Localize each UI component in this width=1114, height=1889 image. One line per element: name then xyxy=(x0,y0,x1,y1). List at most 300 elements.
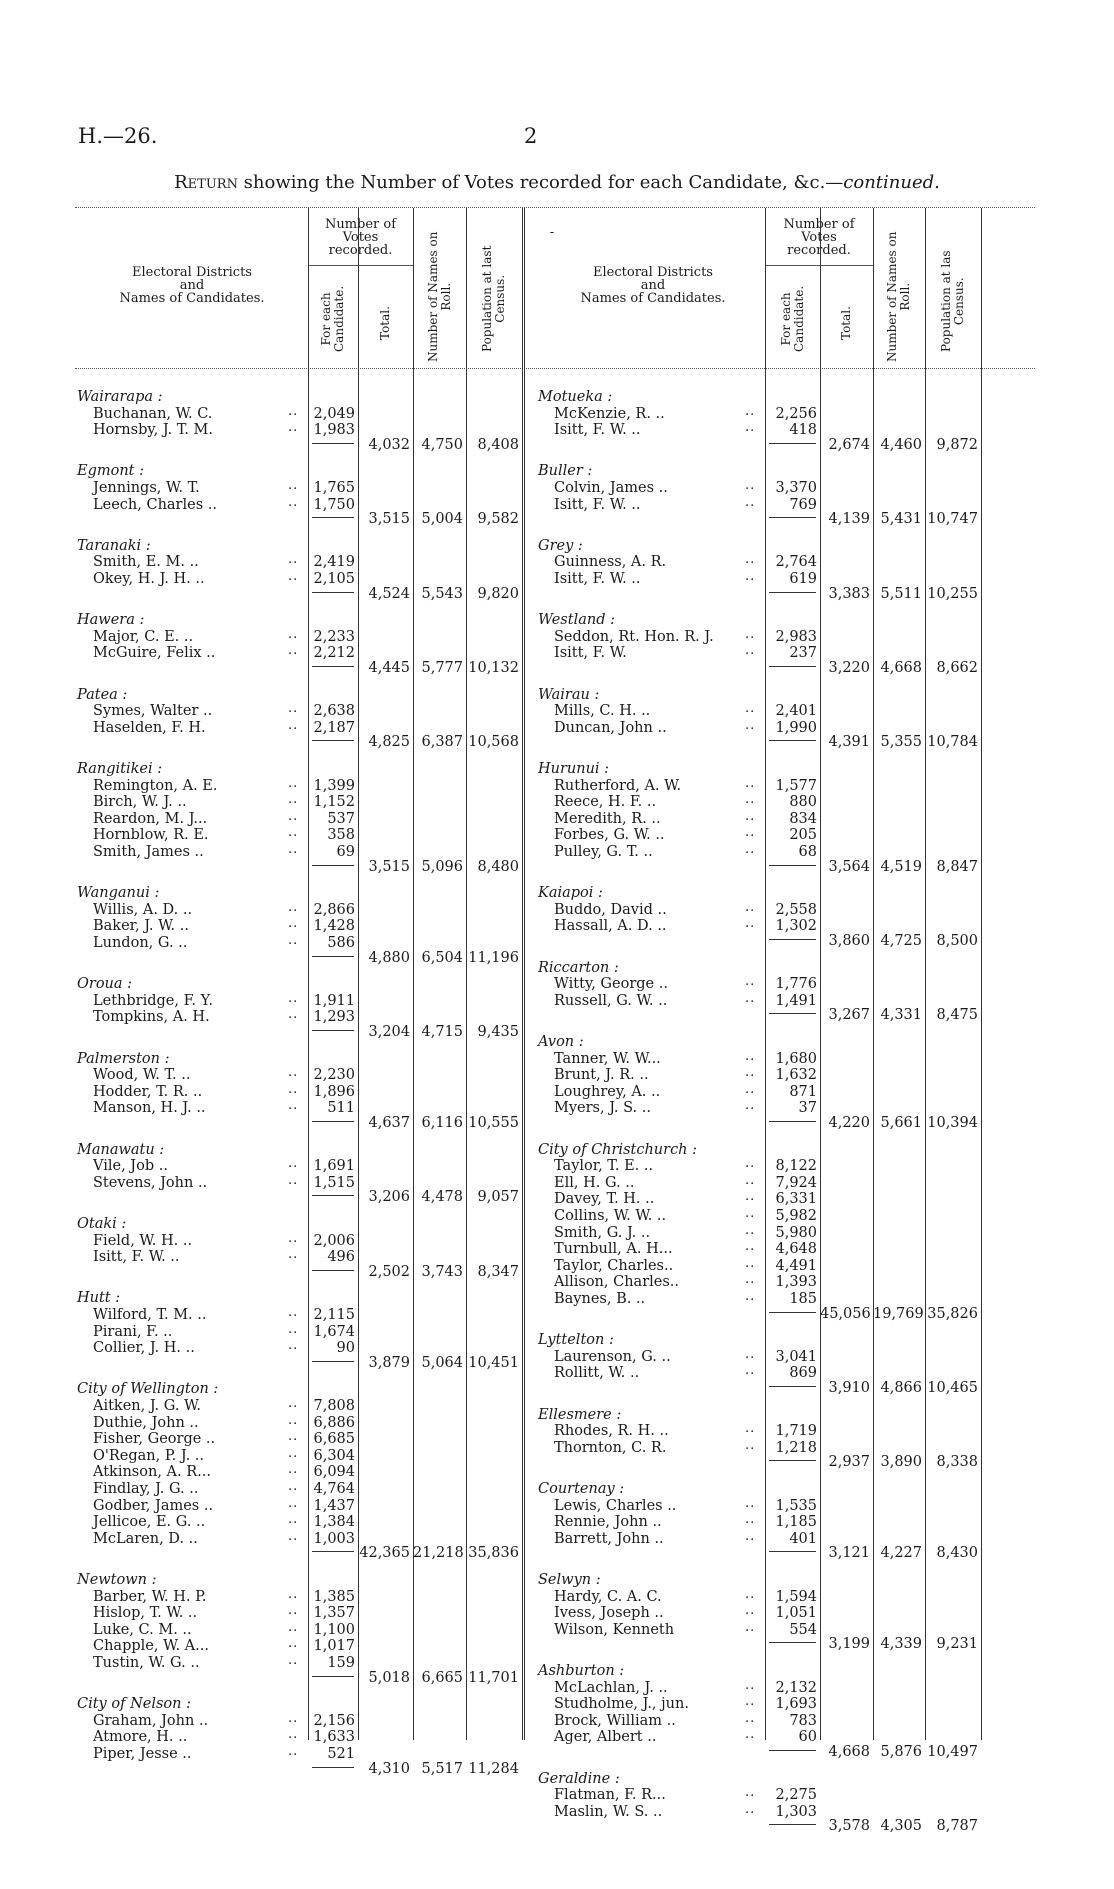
candidate-name: Brunt, J. R. .. xyxy=(554,1067,649,1084)
leader-dots: .. xyxy=(745,1156,756,1172)
roll-header-line: Number of Names on xyxy=(885,231,899,362)
district-total: 4,220 xyxy=(828,1115,870,1131)
district-total: 2,502 xyxy=(368,1263,410,1280)
census-population: 9,231 xyxy=(936,1636,978,1653)
names-on-roll: 4,668 xyxy=(880,660,922,676)
leader-dots: .. xyxy=(288,1495,299,1511)
district-name: Egmont : xyxy=(77,463,145,480)
candidate-name: Forbes, G. W. .. xyxy=(554,827,665,844)
names-on-roll: 3,743 xyxy=(421,1263,463,1280)
candidate-name: Manson, H. J. .. xyxy=(93,1100,206,1117)
candidate-votes: 1,385 xyxy=(313,1588,355,1605)
candidate-name: Atmore, H. .. xyxy=(93,1729,188,1746)
districts-header xyxy=(553,266,753,305)
leader-dots: .. xyxy=(288,1081,299,1097)
subtotal-rule xyxy=(769,592,816,593)
candidate-name: Wood, W. T. .. xyxy=(93,1067,191,1084)
district-total: 3,910 xyxy=(828,1380,870,1396)
leader-dots: .. xyxy=(288,717,299,733)
candidate-name: Studholme, J., jun. xyxy=(554,1696,689,1713)
district-total: 3,204 xyxy=(368,1024,410,1040)
candidate-votes: 1,577 xyxy=(775,777,817,794)
leader-dots: .. xyxy=(288,1429,299,1445)
districts-header-line: Electoral Districts xyxy=(132,265,252,280)
candidate-name: Lundon, G. .. xyxy=(93,935,188,951)
census-population: 10,465 xyxy=(927,1380,978,1396)
district-total: 4,310 xyxy=(368,1760,410,1777)
names-on-roll: 5,096 xyxy=(421,858,463,875)
census-population: 8,475 xyxy=(936,1007,978,1024)
candidate-name: Hornblow, R. E. xyxy=(93,827,209,844)
subtotal-rule xyxy=(769,443,816,444)
leader-dots: .. xyxy=(288,775,299,791)
roll-header xyxy=(427,232,453,362)
candidate-name: Smith, James .. xyxy=(93,844,204,860)
subtotal-rule xyxy=(312,740,354,741)
leader-dots: .. xyxy=(288,1396,299,1411)
candidate-name: Baynes, B. .. xyxy=(554,1291,646,1307)
votes-header-line: Votes xyxy=(342,230,379,245)
candidate-name: Allison, Charles.. xyxy=(554,1274,679,1291)
district-name: Palmerston : xyxy=(77,1050,170,1067)
census-population: 9,820 xyxy=(477,585,519,602)
subtotal-rule xyxy=(312,1270,354,1271)
leader-dots: .. xyxy=(745,916,756,932)
for-each-candidate-header-line: For each xyxy=(319,292,333,346)
names-on-roll: 6,665 xyxy=(421,1669,463,1686)
candidate-votes: 2,132 xyxy=(775,1679,817,1696)
leader-dots: .. xyxy=(745,1255,756,1271)
for-each-candidate-header-line: Candidate. xyxy=(791,285,806,352)
candidate-name: Findlay, J. G. .. xyxy=(93,1481,199,1497)
subtotal-rule xyxy=(769,517,816,518)
title-continued: continued. xyxy=(843,172,940,193)
leader-dots: .. xyxy=(288,420,299,436)
names-on-roll: 5,431 xyxy=(880,511,922,528)
subtotal-rule xyxy=(312,956,354,957)
district-name: Ellesmere : xyxy=(538,1406,622,1423)
candidate-votes: 2,105 xyxy=(313,571,355,587)
district-name: Lyttelton : xyxy=(538,1332,614,1349)
leader-dots: .. xyxy=(288,552,299,568)
names-on-roll: 5,777 xyxy=(421,660,463,676)
total-header-line: Total. xyxy=(839,306,853,340)
candidate-name: Okey, H. J. H. .. xyxy=(93,571,205,587)
district-total: 45,056 xyxy=(820,1305,871,1322)
census-population: 9,435 xyxy=(477,1024,519,1040)
table-header-rule xyxy=(75,368,1035,369)
candidate-votes: 7,808 xyxy=(313,1398,355,1414)
leader-dots: .. xyxy=(288,1305,299,1320)
candidate-votes: 185 xyxy=(789,1291,817,1307)
candidate-votes: 6,886 xyxy=(313,1414,355,1431)
leader-dots: .. xyxy=(745,569,756,584)
census-population: 8,662 xyxy=(936,660,978,676)
subtotal-rule xyxy=(769,1386,816,1387)
leader-dots: .. xyxy=(745,552,756,568)
names-on-roll: 4,866 xyxy=(880,1380,922,1396)
leader-dots: .. xyxy=(288,1479,299,1494)
candidate-votes: 1,632 xyxy=(775,1067,817,1084)
leader-dots: .. xyxy=(288,1619,299,1635)
district-name: Wairau : xyxy=(538,686,600,703)
subtotal-rule xyxy=(769,1750,816,1751)
candidate-name: Tanner, W. W... xyxy=(554,1050,661,1067)
candidate-name: Hassall, A. D. .. xyxy=(554,918,667,935)
candidate-votes: 1,990 xyxy=(775,719,817,736)
leader-dots: .. xyxy=(288,792,299,808)
census-population: 11,284 xyxy=(468,1760,519,1777)
column-rule xyxy=(981,208,982,1740)
candidate-votes: 2,983 xyxy=(775,628,817,645)
candidate-votes: 871 xyxy=(789,1083,817,1100)
subtotal-rule xyxy=(312,1195,354,1196)
leader-dots: .. xyxy=(288,1230,299,1246)
leader-dots: .. xyxy=(745,1363,756,1379)
district-total: 4,032 xyxy=(368,436,410,453)
candidate-name: Jennings, W. T. xyxy=(93,480,200,496)
header-dash: - xyxy=(549,225,555,240)
candidate-votes: 2,256 xyxy=(775,405,817,422)
candidate-votes: 1,393 xyxy=(775,1274,817,1291)
district-total: 3,879 xyxy=(368,1354,410,1371)
census-population: 10,394 xyxy=(927,1115,978,1131)
candidate-name: Wilford, T. M. .. xyxy=(93,1307,207,1323)
district-name: Taranaki : xyxy=(77,537,151,554)
leader-dots: .. xyxy=(745,1437,756,1453)
candidate-name: Colvin, James .. xyxy=(554,480,668,496)
roll-header xyxy=(886,232,912,362)
district-total: 3,860 xyxy=(828,933,870,949)
names-on-roll: 4,478 xyxy=(421,1189,463,1206)
candidate-votes: 1,765 xyxy=(313,480,355,496)
subtotal-rule xyxy=(769,666,816,667)
candidate-name: Hislop, T. W. .. xyxy=(93,1605,198,1622)
candidate-votes: 869 xyxy=(789,1365,817,1382)
leader-dots: .. xyxy=(288,626,299,642)
votes-header-line: Votes xyxy=(801,230,837,245)
leader-dots: .. xyxy=(745,1421,756,1437)
district-name: City of Wellington : xyxy=(77,1381,219,1398)
names-on-roll: 4,305 xyxy=(880,1818,922,1835)
district-name: Oroua : xyxy=(77,976,133,993)
candidate-votes: 90 xyxy=(336,1340,355,1357)
leader-dots: .. xyxy=(288,808,299,824)
leader-dots: .. xyxy=(288,1744,299,1759)
votes-header-line: recorded. xyxy=(328,243,393,258)
candidate-name: Remington, A. E. xyxy=(93,777,218,794)
districts-header-line: Names of Candidates. xyxy=(119,291,265,306)
candidate-votes: 358 xyxy=(327,827,355,844)
table-top-rule xyxy=(75,207,1035,208)
candidate-votes: 1,051 xyxy=(775,1605,817,1622)
candidate-votes: 5,980 xyxy=(775,1224,817,1241)
total-header xyxy=(379,306,392,340)
district-name: Geraldine : xyxy=(538,1770,620,1787)
names-on-roll: 6,387 xyxy=(421,734,463,751)
candidate-name: McLaren, D. .. xyxy=(93,1530,198,1547)
districts-header-line: Names of Candidates. xyxy=(580,291,726,306)
census-population: 8,500 xyxy=(936,933,978,949)
district-total: 3,383 xyxy=(828,585,870,602)
candidate-name: O'Regan, P. J. .. xyxy=(93,1447,205,1464)
census-population: 9,872 xyxy=(936,436,978,453)
census-population: 10,255 xyxy=(927,585,978,602)
district-name: Avon : xyxy=(538,1034,584,1050)
census-population: 8,408 xyxy=(477,436,519,453)
district-name: Riccarton : xyxy=(538,959,619,976)
candidate-name: Jellicoe, E. G. .. xyxy=(93,1514,206,1531)
candidate-name: McLachlan, J. .. xyxy=(554,1679,668,1696)
candidate-votes: 1,776 xyxy=(775,976,817,993)
names-on-roll: 4,725 xyxy=(880,933,922,949)
candidate-votes: 159 xyxy=(327,1655,355,1671)
census-header-line: Population at las xyxy=(939,250,953,352)
candidate-name: Seddon, Rt. Hon. R. J. xyxy=(554,628,714,645)
leader-dots: .. xyxy=(288,1636,299,1652)
candidate-votes: 1,303 xyxy=(775,1803,817,1820)
votes-header-line: Number of xyxy=(783,217,855,232)
candidate-votes: 4,648 xyxy=(775,1241,817,1258)
district-name: Patea : xyxy=(77,686,128,703)
candidate-name: Chapple, W. A... xyxy=(93,1638,209,1655)
leader-dots: .. xyxy=(288,1098,299,1114)
candidate-votes: 880 xyxy=(789,794,817,811)
candidate-name: Thornton, C. R. xyxy=(554,1439,667,1456)
leader-dots: .. xyxy=(288,1603,299,1619)
leader-dots: .. xyxy=(745,775,756,791)
candidate-name: Meredith, R. .. xyxy=(554,810,661,827)
candidate-name: Ivess, Joseph .. xyxy=(554,1605,664,1622)
district-total: 3,199 xyxy=(828,1636,870,1653)
names-on-roll: 4,750 xyxy=(421,436,463,453)
candidate-name: Rollitt, W. .. xyxy=(554,1365,640,1382)
candidate-votes: 554 xyxy=(789,1621,817,1638)
district-total: 4,880 xyxy=(368,949,410,966)
candidate-votes: 1,680 xyxy=(775,1050,817,1067)
census-population: 10,747 xyxy=(927,511,978,528)
candidate-votes: 2,187 xyxy=(313,719,355,736)
candidate-name: Godber, James .. xyxy=(93,1497,214,1514)
candidate-name: Wilson, Kenneth xyxy=(554,1621,675,1638)
district-name: City of Nelson : xyxy=(77,1696,191,1713)
census-population: 9,057 xyxy=(477,1189,519,1206)
candidate-votes: 834 xyxy=(789,810,817,827)
subtotal-rule xyxy=(769,740,816,741)
candidate-votes: 3,370 xyxy=(775,480,817,496)
for-each-candidate-header-line: For each xyxy=(778,292,793,346)
district-name: Newtown : xyxy=(77,1572,157,1588)
district-total: 4,668 xyxy=(828,1744,870,1760)
candidate-votes: 2,156 xyxy=(313,1712,355,1729)
votes-group-rule xyxy=(765,265,873,266)
candidate-votes: 537 xyxy=(327,810,355,827)
districts-header-line: Electoral Districts xyxy=(593,265,713,280)
names-on-roll: 5,876 xyxy=(880,1744,922,1760)
candidate-name: Guinness, A. R. xyxy=(554,554,667,571)
leader-dots: .. xyxy=(745,1346,756,1362)
names-on-roll: 5,661 xyxy=(880,1115,922,1131)
leader-dots: .. xyxy=(745,1289,756,1304)
candidate-votes: 2,233 xyxy=(313,628,355,645)
page-reference: H.—26. xyxy=(78,124,158,148)
leader-dots: .. xyxy=(288,569,299,584)
leader-dots: .. xyxy=(288,1321,299,1337)
candidate-name: Barrett, John .. xyxy=(554,1530,664,1547)
districts-header-line: and xyxy=(179,278,205,293)
district-total: 3,515 xyxy=(368,511,410,528)
leader-dots: .. xyxy=(745,1065,756,1081)
candidate-name: Barber, W. H. P. xyxy=(93,1588,207,1605)
subtotal-rule xyxy=(769,1121,816,1122)
leader-dots: .. xyxy=(745,1495,756,1511)
subtotal-rule xyxy=(769,1460,816,1461)
candidate-votes: 4,491 xyxy=(775,1257,817,1274)
candidate-votes: 1,515 xyxy=(313,1174,355,1191)
names-on-roll: 4,227 xyxy=(880,1545,922,1562)
leader-dots: .. xyxy=(745,626,756,642)
candidate-votes: 1,911 xyxy=(313,992,355,1009)
subtotal-rule xyxy=(769,1551,816,1552)
names-on-roll: 5,517 xyxy=(421,1760,463,1777)
names-on-roll: 5,511 xyxy=(880,585,922,602)
district-name: Hurunui : xyxy=(538,761,610,777)
candidate-name: Atkinson, A. R... xyxy=(93,1464,211,1481)
roll-header-line: Number of Names on xyxy=(425,231,440,362)
census-header xyxy=(481,246,507,352)
leader-dots: .. xyxy=(745,1801,756,1817)
candidate-votes: 1,491 xyxy=(775,992,817,1009)
title-lead: Return xyxy=(174,172,238,193)
district-name: Kaiapoi : xyxy=(538,885,603,902)
leader-dots: .. xyxy=(745,1222,756,1238)
candidate-name: Piper, Jesse .. xyxy=(93,1746,192,1762)
subtotal-rule xyxy=(312,443,354,444)
census-header-line: Census. xyxy=(493,274,507,323)
candidate-votes: 2,764 xyxy=(775,554,817,571)
district-name: Manawatu : xyxy=(77,1141,165,1158)
district-name: Motueka : xyxy=(538,389,613,405)
candidate-votes: 68 xyxy=(798,844,817,860)
leader-dots: .. xyxy=(745,1272,756,1288)
candidate-votes: 69 xyxy=(336,844,355,860)
candidate-name: Stevens, John .. xyxy=(93,1174,208,1191)
candidate-votes: 4,764 xyxy=(313,1481,355,1497)
candidate-votes: 1,017 xyxy=(313,1638,355,1655)
subtotal-rule xyxy=(312,517,354,518)
leader-dots: .. xyxy=(745,1048,756,1064)
candidate-votes: 1,152 xyxy=(313,794,355,811)
leader-dots: .. xyxy=(745,1710,756,1726)
names-on-roll: 5,355 xyxy=(880,734,922,751)
candidate-votes: 60 xyxy=(798,1729,817,1746)
candidate-votes: 619 xyxy=(789,571,817,587)
subtotal-rule xyxy=(312,1551,354,1552)
district-total: 4,637 xyxy=(368,1115,410,1131)
leader-dots: .. xyxy=(745,1694,756,1710)
leader-dots: .. xyxy=(745,1619,756,1635)
leader-dots: .. xyxy=(745,1528,756,1544)
candidate-name: Pulley, G. T. .. xyxy=(554,844,653,860)
leader-dots: .. xyxy=(745,842,756,857)
leader-dots: .. xyxy=(288,1338,299,1354)
district-name: Otaki : xyxy=(77,1216,127,1232)
subtotal-rule xyxy=(312,865,354,866)
candidate-name: McKenzie, R. .. xyxy=(554,405,665,422)
district-name: Grey : xyxy=(538,537,583,554)
candidate-votes: 6,304 xyxy=(313,1447,355,1464)
census-population: 10,784 xyxy=(927,734,978,751)
center-double-rule xyxy=(522,208,525,1740)
candidate-votes: 6,331 xyxy=(775,1191,817,1208)
leader-dots: .. xyxy=(288,1156,299,1172)
subtotal-rule xyxy=(312,1030,354,1031)
candidate-name: Russell, G. W. .. xyxy=(554,992,668,1009)
candidate-votes: 1,693 xyxy=(775,1696,817,1713)
names-on-roll: 6,116 xyxy=(421,1115,463,1131)
district-name: Wanganui : xyxy=(77,885,160,902)
names-on-roll: 4,339 xyxy=(880,1636,922,1653)
candidate-name: Duncan, John .. xyxy=(554,719,667,736)
district-total: 4,524 xyxy=(368,585,410,602)
leader-dots: .. xyxy=(745,808,756,824)
candidate-votes: 1,293 xyxy=(313,1009,355,1026)
leader-dots: .. xyxy=(288,1727,299,1743)
candidate-name: Witty, George .. xyxy=(554,976,668,993)
candidate-name: Collier, J. H. .. xyxy=(93,1340,195,1357)
votes-recorded-header xyxy=(308,218,413,257)
candidate-name: Rhodes, R. H. .. xyxy=(554,1423,669,1440)
candidate-votes: 5,982 xyxy=(775,1208,817,1224)
candidate-name: Isitt, F. W. .. xyxy=(554,422,641,439)
candidate-votes: 2,401 xyxy=(775,703,817,720)
candidate-votes: 769 xyxy=(789,496,817,513)
district-total: 2,937 xyxy=(828,1454,870,1471)
leader-dots: .. xyxy=(745,899,756,915)
leader-dots: .. xyxy=(288,1462,299,1478)
census-population: 10,451 xyxy=(468,1354,519,1371)
census-population: 35,836 xyxy=(468,1545,519,1562)
census-population: 8,430 xyxy=(936,1545,978,1562)
candidate-votes: 6,094 xyxy=(313,1464,355,1481)
candidate-name: Davey, T. H. .. xyxy=(554,1191,655,1208)
leader-dots: .. xyxy=(288,1065,299,1081)
leader-dots: .. xyxy=(288,494,299,510)
candidate-name: Reece, H. F. .. xyxy=(554,794,657,811)
candidate-votes: 3,041 xyxy=(775,1348,817,1365)
leader-dots: .. xyxy=(745,701,756,717)
leader-dots: .. xyxy=(745,1189,756,1205)
leader-dots: .. xyxy=(745,717,756,733)
candidate-name: Mills, C. H. .. xyxy=(554,703,651,720)
leader-dots: .. xyxy=(745,825,756,841)
leader-dots: .. xyxy=(288,1412,299,1428)
names-on-roll: 4,460 xyxy=(880,436,922,453)
candidate-votes: 205 xyxy=(789,827,817,844)
names-on-roll: 6,504 xyxy=(421,949,463,966)
leader-dots: .. xyxy=(288,842,299,857)
district-total: 42,365 xyxy=(359,1545,410,1562)
candidate-name: Aitken, J. G. W. xyxy=(93,1398,202,1414)
names-on-roll: 4,519 xyxy=(880,858,922,875)
census-population: 8,338 xyxy=(936,1454,978,1471)
candidate-votes: 1,983 xyxy=(313,422,355,439)
subtotal-rule xyxy=(312,1767,354,1768)
leader-dots: .. xyxy=(745,1239,756,1255)
leader-dots: .. xyxy=(288,1247,299,1263)
candidate-name: Ell, H. G. .. xyxy=(554,1174,635,1191)
candidate-votes: 521 xyxy=(327,1746,355,1762)
